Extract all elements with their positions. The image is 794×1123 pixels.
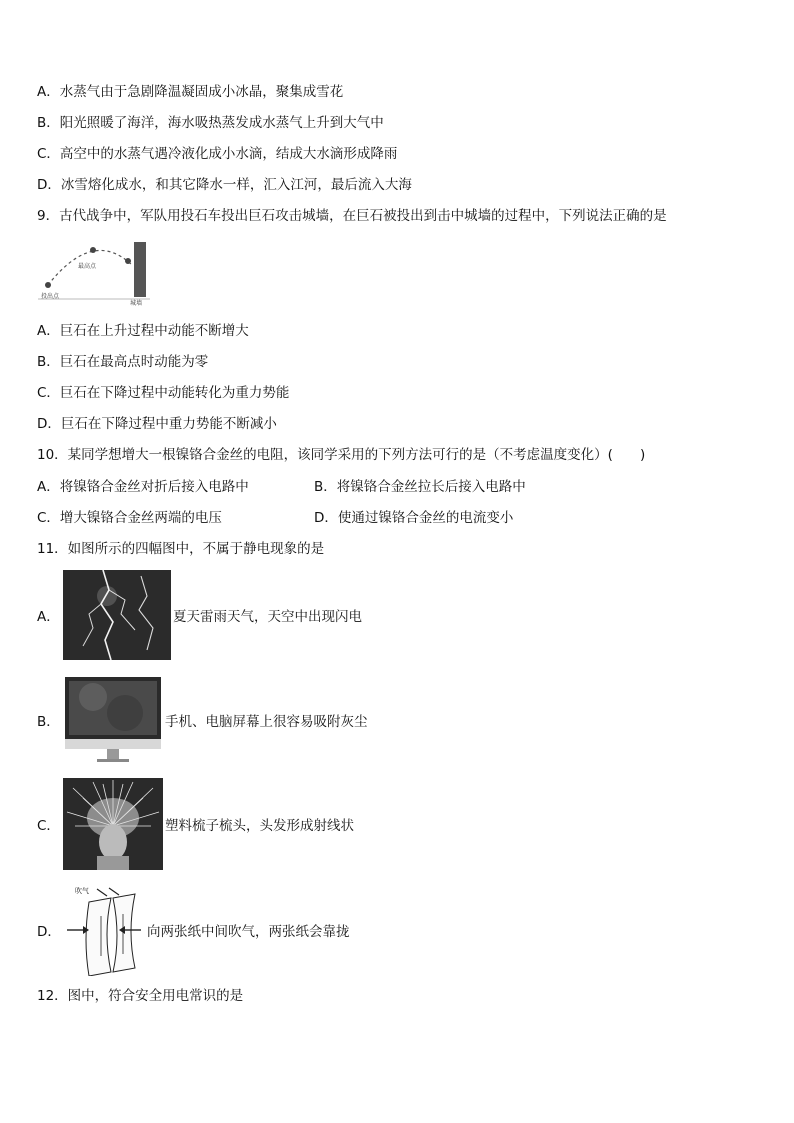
q8-option-c: C．高空中的水蒸气遇冷液化成小水滴，结成大水滴形成降雨 <box>37 146 398 162</box>
q10-option-b: B．将镍铬合金丝拉长后接入电路中 <box>314 479 526 495</box>
q9-option-b: B．巨石在最高点时动能为零 <box>37 354 209 370</box>
q8-option-a: A．水蒸气由于急剧降温凝固成小冰晶，聚集成雪花 <box>37 84 344 100</box>
launch-point-label: 投出点 <box>41 293 60 300</box>
q10-option-a: A．将镍铬合金丝对折后接入电路中 <box>37 479 249 495</box>
q10-option-d: D．使通过镍铬合金丝的电流变小 <box>314 510 514 526</box>
q11-option-d-letter: D． <box>37 924 61 940</box>
q8-option-d: D．冰雪熔化成水，和其它降水一样，汇入江河，最后流入大海 <box>37 177 412 193</box>
blow-label: 吹气 <box>75 887 89 895</box>
q11-option-b-caption: 手机、电脑屏幕上很容易吸附灰尘 <box>165 714 368 730</box>
q11-option-b-letter: B． <box>37 714 60 730</box>
computer-monitor-image <box>63 675 163 765</box>
q9-trajectory-figure <box>38 238 150 310</box>
q11-stem: 11．如图所示的四幅图中，不属于静电现象的是 <box>37 541 325 557</box>
q11-option-c-caption: 塑料梳子梳头，头发形成射线状 <box>165 818 354 834</box>
q9-option-c: C．巨石在下降过程中动能转化为重力势能 <box>37 385 290 401</box>
wall-label: 城墙 <box>130 300 143 307</box>
city-wall <box>134 242 146 297</box>
q11-option-d <box>37 884 350 976</box>
q11-option-a-letter: A． <box>37 609 60 625</box>
launch-point-stone <box>45 282 51 288</box>
q9-stem: 9．古代战争中，军队用投石车投出巨石攻击城墙，在巨石被投出到击中城墙的过程中，下列说法正确的是 <box>37 208 667 224</box>
q11-option-c-letter: C． <box>37 818 60 834</box>
q9-option-a: A．巨石在上升过程中动能不断增大 <box>37 323 249 339</box>
q11-option-a <box>37 570 362 660</box>
q12-stem: 12．图中，符合安全用电常识的是 <box>37 988 244 1004</box>
paper-blowing-image <box>63 884 145 976</box>
top-point-label: 最高点 <box>78 263 97 270</box>
lightning-image <box>63 570 171 660</box>
hit-point-stone <box>125 258 131 264</box>
q11-option-b <box>37 675 368 765</box>
q8-option-b: B．阳光照暖了海洋，海水吸热蒸发成水蒸气上升到大气中 <box>37 115 384 131</box>
q11-option-c <box>37 778 354 870</box>
q11-option-d-caption: 向两张纸中间吹气，两张纸会靠拢 <box>147 924 350 940</box>
q9-option-d: D．巨石在下降过程中重力势能不断减小 <box>37 416 277 432</box>
q10-option-c: C．增大镍铬合金丝两端的电压 <box>37 510 222 526</box>
static-hair-image <box>63 778 163 870</box>
q10-stem: 10．某同学想增大一根镍铬合金丝的电阻，该同学采用的下列方法可行的是（不考虑温度变化）( ) <box>37 447 646 463</box>
top-point-stone <box>90 247 96 253</box>
q11-option-a-caption: 夏天雷雨天气，天空中出现闪电 <box>173 609 362 625</box>
